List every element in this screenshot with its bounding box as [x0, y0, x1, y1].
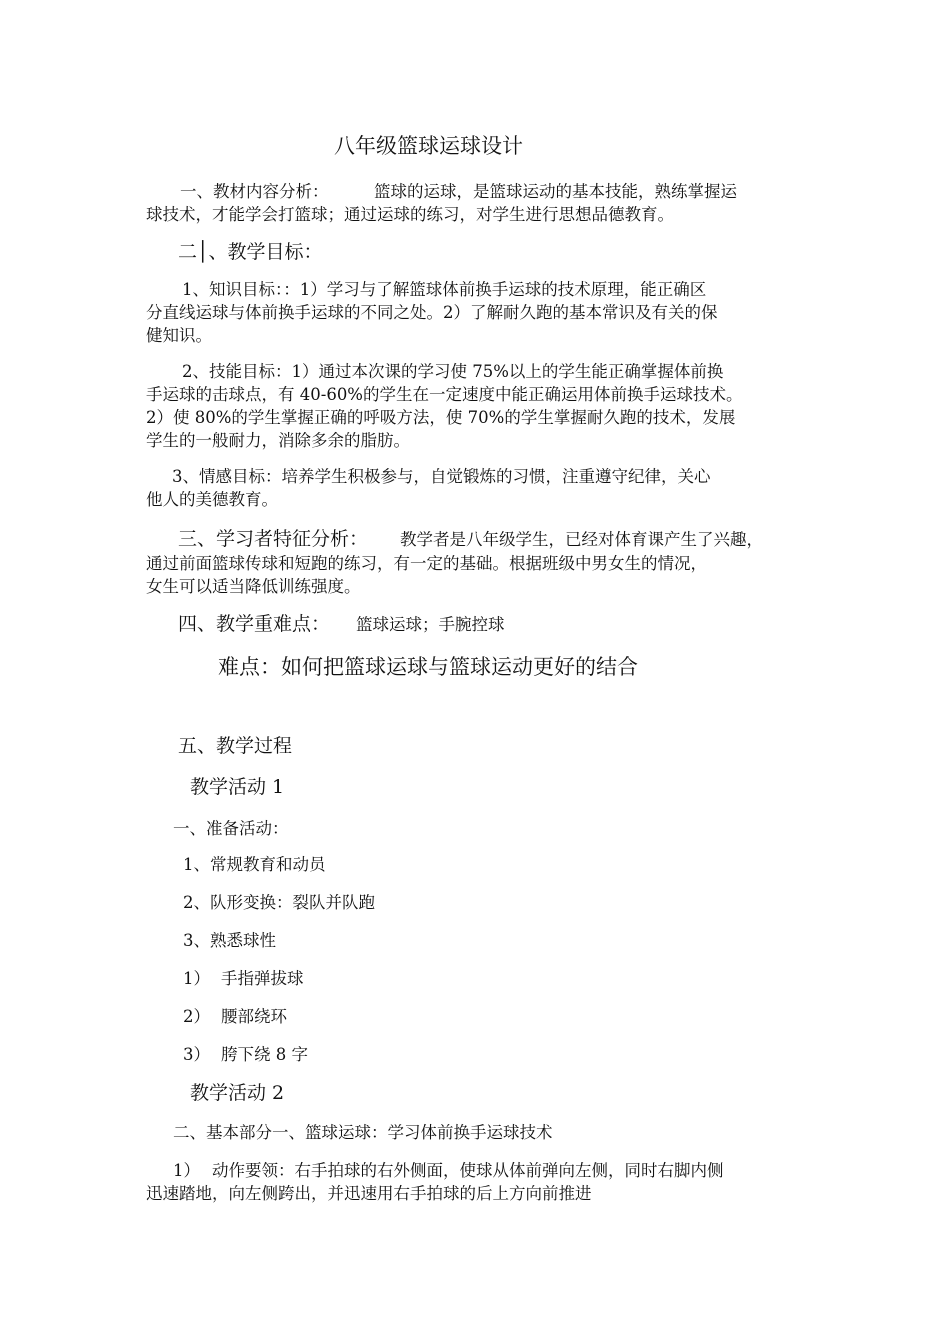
key-points: 篮球运球；手腕控球 [356, 615, 505, 634]
knowledge-goal-line3: 健知识。 [146, 326, 212, 345]
prep-item-2: 2、队形变换：裂队并队跑 [183, 893, 375, 912]
essentials-number: 1） [173, 1161, 200, 1180]
section2-heading: 二│、教学目标： [178, 241, 323, 263]
emotion-goal-line1: 3、情感目标：培养学生积极参与，自觉锻炼的习惯，注重遵守纪律，关心 [172, 467, 711, 486]
page-title: 八年级篮球运球设计 [334, 134, 523, 158]
section3-text-line2: 通过前面篮球传球和短跑的练习，有一定的基础。根据班级中男女生的情况， [146, 554, 707, 573]
emotion-goal-line2: 他人的美德教育。 [146, 490, 278, 509]
section1-text-line1: 篮球的运球，是篮球运动的基本技能，熟练掌握运 [374, 182, 737, 201]
skill-goal-line4: 学生的一般耐力，消除多余的脂肪。 [146, 431, 410, 450]
section5-heading: 五、教学过程 [178, 735, 293, 757]
essentials-line2: 迅速踏地，向左侧跨出，并迅速用右手拍球的后上方向前推进 [146, 1184, 592, 1203]
section3-text-line3: 女生可以适当降低训练强度。 [146, 577, 361, 596]
sub-item-1: 手指弹拔球 [221, 969, 304, 988]
essentials-line1: 动作要领：右手拍球的右外侧面，使球从体前弹向左侧，同时右脚内侧 [212, 1161, 724, 1180]
section1-text-line2: 球技术，才能学会打篮球；通过运球的练习，对学生进行思想品德教育。 [146, 205, 674, 224]
section3-heading: 三、学习者特征分析： [178, 528, 369, 550]
sub-item-2: 腰部绕环 [221, 1007, 287, 1026]
prep-item-1: 1、常规教育和动员 [183, 855, 326, 874]
difficulty-points: 难点：如何把篮球运球与篮球运动更好的结合 [218, 655, 638, 679]
sub-item-3: 胯下绕 8 字 [221, 1045, 308, 1064]
knowledge-goal-line1: 1、知识目标：：1）学习与了解篮球体前换手运球的技术原理，能正确区 [182, 280, 707, 299]
prep-item-3: 3、熟悉球性 [183, 931, 276, 950]
section4-heading: 四、教学重难点： [178, 613, 331, 635]
skill-goal-line1: 2、技能目标：1）通过本次课的学习使 75%以上的学生能正确掌握体前换 [182, 362, 724, 381]
skill-goal-line3: 2）使 80%的学生掌握正确的呼吸方法，使 70%的学生掌握耐久跑的技术，发展 [146, 408, 736, 427]
skill-goal-line2: 手运球的击球点，有 40-60%的学生在一定速度中能正确运用体前换手运球技术。 [146, 385, 743, 404]
knowledge-goal-line2: 分直线运球与体前换手运球的不同之处。2）了解耐久跑的基本常识及有关的保 [146, 303, 718, 322]
prep-heading: 一、准备活动： [173, 819, 289, 838]
activity1-heading: 教学活动 1 [190, 776, 285, 798]
sub-item-2-number: 2） [183, 1007, 210, 1026]
sub-item-1-number: 1） [183, 969, 210, 988]
sub-item-3-number: 3） [183, 1045, 210, 1064]
section1-heading: 一、教材内容分析： [180, 182, 329, 201]
basic-part-heading: 二、基本部分一、篮球运球：学习体前换手运球技术 [173, 1123, 553, 1142]
section3-text-line1: 教学者是八年级学生，已经对体育课产生了兴趣， [400, 530, 763, 549]
activity2-heading: 教学活动 2 [190, 1082, 285, 1104]
